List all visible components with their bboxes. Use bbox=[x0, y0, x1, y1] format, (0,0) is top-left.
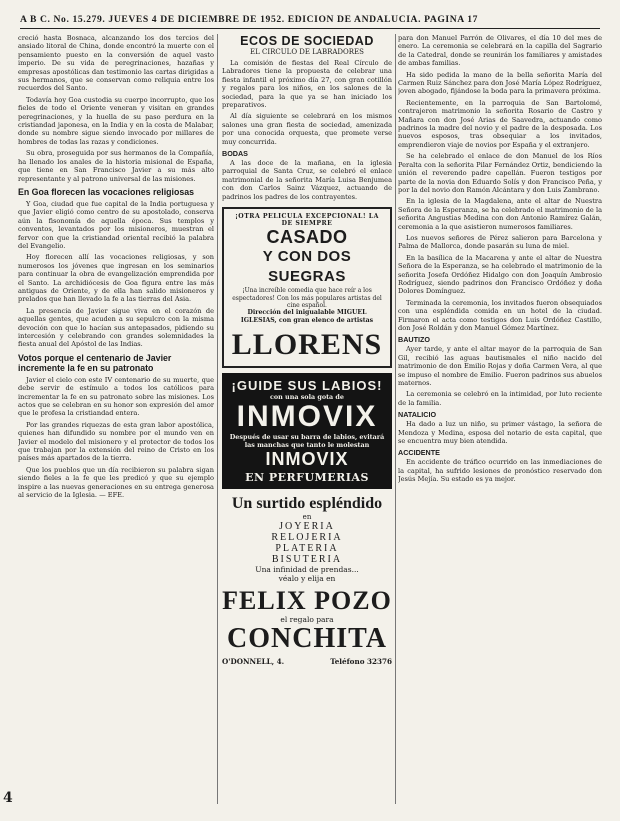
article-paragraph: La comisión de fiestas del Real Círculo de Labradores tiene la propuesta de celebrar una fiesta infantil el próximo día 27, con gran cotillón y regalos para los niños, en los salones de la sociedad, para la que ya se han iniciado los preparativos. bbox=[222, 59, 392, 110]
ad-line: Una infinidad de prendas... bbox=[255, 564, 359, 574]
trade-item: JOYERIA bbox=[279, 520, 335, 532]
article-paragraph: La presencia de Javier sigue viva en el corazón de aquellas gentes, que acuden a su sepulcro con la misma devoción con que lo hacían sus antepasados, pidiendo su intercesión y celebrando con grandes solemnidades la fiesta anual del Apóstol de las Indias. bbox=[18, 306, 214, 349]
trade-item: BISUTERIA bbox=[271, 553, 343, 565]
inmovix-ad bbox=[222, 373, 392, 489]
ad-line: Después de usar su barra de labios, evitará las manchas que tanto le molestan bbox=[229, 432, 385, 449]
ad-line: con una sola gota de bbox=[270, 392, 344, 401]
ad-headline: Un surtido espléndido bbox=[231, 494, 383, 512]
jewelry-ad bbox=[222, 495, 392, 666]
article-paragraph: Ayer tarde, y ante el altar mayor de la parroquia de San Gil, recibió las aguas bautismales el niño nacido del matrimonio de don Emilio Rojas y doña Carmen Vera, al que se impuso el nombre de Emilio. Fueron padrinos sus abuelos maternos. bbox=[398, 345, 602, 388]
header-rule bbox=[20, 28, 600, 29]
shop-contact bbox=[222, 657, 392, 666]
brand-name: INMOVIX bbox=[236, 399, 378, 433]
column-center bbox=[222, 34, 392, 804]
article-paragraph: Por las grandes riquezas de esta gran labor apostólica, quienes han difundido su nombre por el mundo ven en Javier el modelo del misionero y el protector de todos los que trabajan por la extensión del reino de Cristo en los países más apartados de la tierra. bbox=[18, 420, 214, 463]
shop-phone: Teléfono 32376 bbox=[330, 656, 392, 666]
trade-item: PLATERIA bbox=[275, 542, 339, 554]
subsection-heading: BODAS bbox=[222, 149, 248, 159]
article-heading: Votos porque el centenario de Javier incremente la fe en su patronato bbox=[18, 352, 172, 373]
article-paragraph: para don Manuel Parrón de Olivares, el día 10 del mes de enero. La ceremonia se celebrará en la capilla del Sagrario de la Catedral, donde se reunirán los familiares y amistades de ambas familias. bbox=[398, 34, 602, 68]
ad-description: ¡Una increíble comedia que hace reír a los espectadores! Con los más populares artistas del cine español. bbox=[232, 287, 382, 309]
article-paragraph: Javier el cielo con este IV centenario de su muerte, que debe servir de estímulo a todos los católicos para incrementar la fe en su patronato sobre las misiones. Los actos que se celebran en su honor son expresión del amor que le profesa la cristiandad entera. bbox=[18, 375, 214, 418]
ad-connector: en bbox=[302, 512, 312, 521]
article-paragraph: Y Goa, ciudad que fue capital de la India portuguesa y que Javier eligió como centro de su apostolado, conserva aún la fisonomía de aquella época. Sus templos y conventos, levantados por los misioneros, muestran el fervor con que la cristiandad oriental recibió la palabra del Evangelio. bbox=[18, 199, 214, 250]
subsection-heading: ACCIDENTE bbox=[398, 448, 440, 458]
article-paragraph: Su obra, proseguida por sus hermanos de la Compañía, ha llenado los anales de la historia misional de España, que tiene en San Francisco Javier a su más alto representante y al patrono universal de las misiones. bbox=[18, 149, 214, 183]
article-paragraph: A las doce de la mañana, en la iglesia parroquial de Santa Cruz, se celebró el enlace matrimonial de la señorita María Luisa Benjumea con don Carlos Sainz Vázquez, actuando de padrinos los padres de los contrayentes. bbox=[222, 159, 392, 201]
movie-title-line-1: CASADO bbox=[266, 227, 348, 248]
article-paragraph: Los nuevos señores de Pérez salieron para Barcelona y Palma de Mallorca, donde pasarán su luna de miel. bbox=[398, 233, 602, 251]
page-margin-mark: 4 bbox=[3, 790, 13, 806]
ad-director: Dirección del inigualable MIGUEL IGLESIAS, con gran elenco de artistas bbox=[240, 309, 374, 324]
article-heading: En Goa florecen las vocaciones religiosas bbox=[18, 186, 195, 197]
article-paragraph: Ha dado a luz un niño, su primer vástago, la señora de Mendoza y Medina, esposa del notario de esta capital, que se encuentra muy bien atendida. bbox=[398, 420, 602, 446]
article-paragraph: Recientemente, en la parroquia de San Bartolomé, contrajeron matrimonio la señorita Rosario de Castro y Mañara con don José Arias de Saavedra, actuando como padrinos la madre del novio y el padre de la desposada. Los nuevos esposos, tras obsequiar a los invitados, emprendieron viaje de novios por España y el extranjero. bbox=[398, 98, 602, 149]
trade-item: RELOJERIA bbox=[271, 531, 343, 543]
article-paragraph: Ha sido pedida la mano de la bella señorita María del Carmen Ruiz Sánchez para don José María López Rodríguez, joven abogado, fijándose la boda para la primavera próxima. bbox=[398, 70, 602, 96]
cinema-name: LLORENS bbox=[231, 327, 383, 361]
section-subtitle: EL CIRCULO DE LABRADORES bbox=[250, 48, 364, 56]
subsection-heading: BAUTIZO bbox=[398, 335, 430, 345]
page-header: A B C. No. 15.279. JUEVES 4 DE DICIEMBRE DE 1952. EDICION DE ANDALUCIA. PAGINA 17 bbox=[20, 14, 479, 25]
column-divider-2 bbox=[395, 34, 396, 804]
article-paragraph: Hoy florecen allí las vocaciones religiosas, y son numerosos los jóvenes que ingresan en los seminarios para continuar la obra de evangelización emprendida por el Santo. La archidiócesis de Goa figura entre las más antiguas de Oriente, y de ella han salido misioneros y prelados que han llevado la fe a las tierras del Asia. bbox=[18, 253, 214, 304]
brand-name-repeat: INMOVIX bbox=[265, 448, 349, 469]
ad-tagline: ¡OTRA PELICULA EXCEPCIONAL! LA DE SIEMPRE bbox=[235, 213, 379, 228]
column-left bbox=[18, 34, 214, 804]
article-paragraph: Terminada la ceremonia, los invitados fueron obsequiados con una espléndida comida en un hotel de la ciudad. Firmaron el acta como testigos don Luis Ordóñez Castillo, don José Roldán y don Manuel Gómez Martínez. bbox=[398, 298, 602, 332]
shop-address: O'DONNELL, 4. bbox=[222, 656, 285, 666]
ad-footer: EN PERFUMERIAS bbox=[245, 470, 369, 484]
ad-line: véalo y elija en bbox=[278, 573, 336, 583]
article-paragraph: creció hasta Bosnaca, alcanzando los dos tercios del ansiado litoral de China, donde encontró la muerte con el pensamiento puesto en la conversión de aquel vasto imperio. De su vida de peregrinaciones, hazañas y empresas apostólicas dan testimonio las cartas dirigidas a sus hermanos, que se conservan como reliquia entre los recuerdos del Santo. bbox=[18, 34, 214, 93]
ad-headline: ¡GUIDE SUS LABIOS! bbox=[231, 377, 383, 393]
article-paragraph: En accidente de tráfico ocurrido en las inmediaciones de la capital, ha sufrido lesiones de pronóstico reservado don Jesús Mejía. Su estado es ya mejor. bbox=[398, 458, 602, 484]
article-paragraph: En la basílica de la Macarena y ante el altar de Nuestra Señora de la Esperanza, se ha celebrado el matrimonio de la señorita Josefa Ordóñez Hidalgo con don Joaquín Ambrosio Rodríguez, siendo padrinos don Francisco Ordóñez y doña Dolores Domínguez. bbox=[398, 253, 602, 296]
article-paragraph: La ceremonia se celebró en la intimidad, por luto reciente de la familia. bbox=[398, 390, 602, 407]
featured-name: CONCHITA bbox=[227, 622, 387, 654]
article-paragraph: Todavía hoy Goa custodia su cuerpo incorrupto, que los fieles de todo el Oriente veneran y visitan en grandes peregrinaciones, y la huella de su paso perdura en la cristiandad japonesa, en la India y en la costa de Malabar, donde su nombre sigue siendo invocado por millares de hombres de todas las razas y condiciones. bbox=[18, 95, 214, 146]
ad-line: el regalo para bbox=[280, 614, 334, 624]
article-paragraph: Al día siguiente se celebrará en los mismos salones una gran fiesta de sociedad, amenizada por una conocida orquesta, que promete verse muy concurrida. bbox=[222, 112, 392, 146]
movie-ad bbox=[222, 207, 392, 367]
article-paragraph: Que los pueblos que un día recibieron su palabra sigan siendo fieles a la fe que les predicó y que su ejemplo inspire a las nuevas generaciones en su entrega generosa al servicio de la Iglesia. — EFE. bbox=[18, 465, 214, 500]
article-paragraph: En la iglesia de la Magdalena, ante el altar de Nuestra Señora de la Esperanza, se ha celebrado el matrimonio de la señorita Angustias Medina con don Antonio Ramírez Galán, ceremonia a la que asistieron numerosos familiares. bbox=[398, 197, 602, 231]
article-paragraph: Se ha celebrado el enlace de don Manuel de los Ríos Peralta con la señorita Pilar Fernández Ortiz, bendiciendo la unión el reverendo padre capellán. Fueron testigos por parte de la novia don Eduardo Solís y don Francisco Peña, y por la del novio don Ramón Alcántara y don Luis Zambrano. bbox=[398, 152, 602, 194]
subsection-heading: NATALICIO bbox=[398, 410, 437, 420]
column-right bbox=[398, 34, 602, 804]
shop-name: FELIX POZO bbox=[222, 585, 392, 615]
section-title: ECOS DE SOCIEDAD bbox=[240, 34, 374, 48]
movie-title-line-2: Y CON DOS SUEGRAS bbox=[262, 248, 352, 286]
column-divider-1 bbox=[217, 34, 218, 804]
